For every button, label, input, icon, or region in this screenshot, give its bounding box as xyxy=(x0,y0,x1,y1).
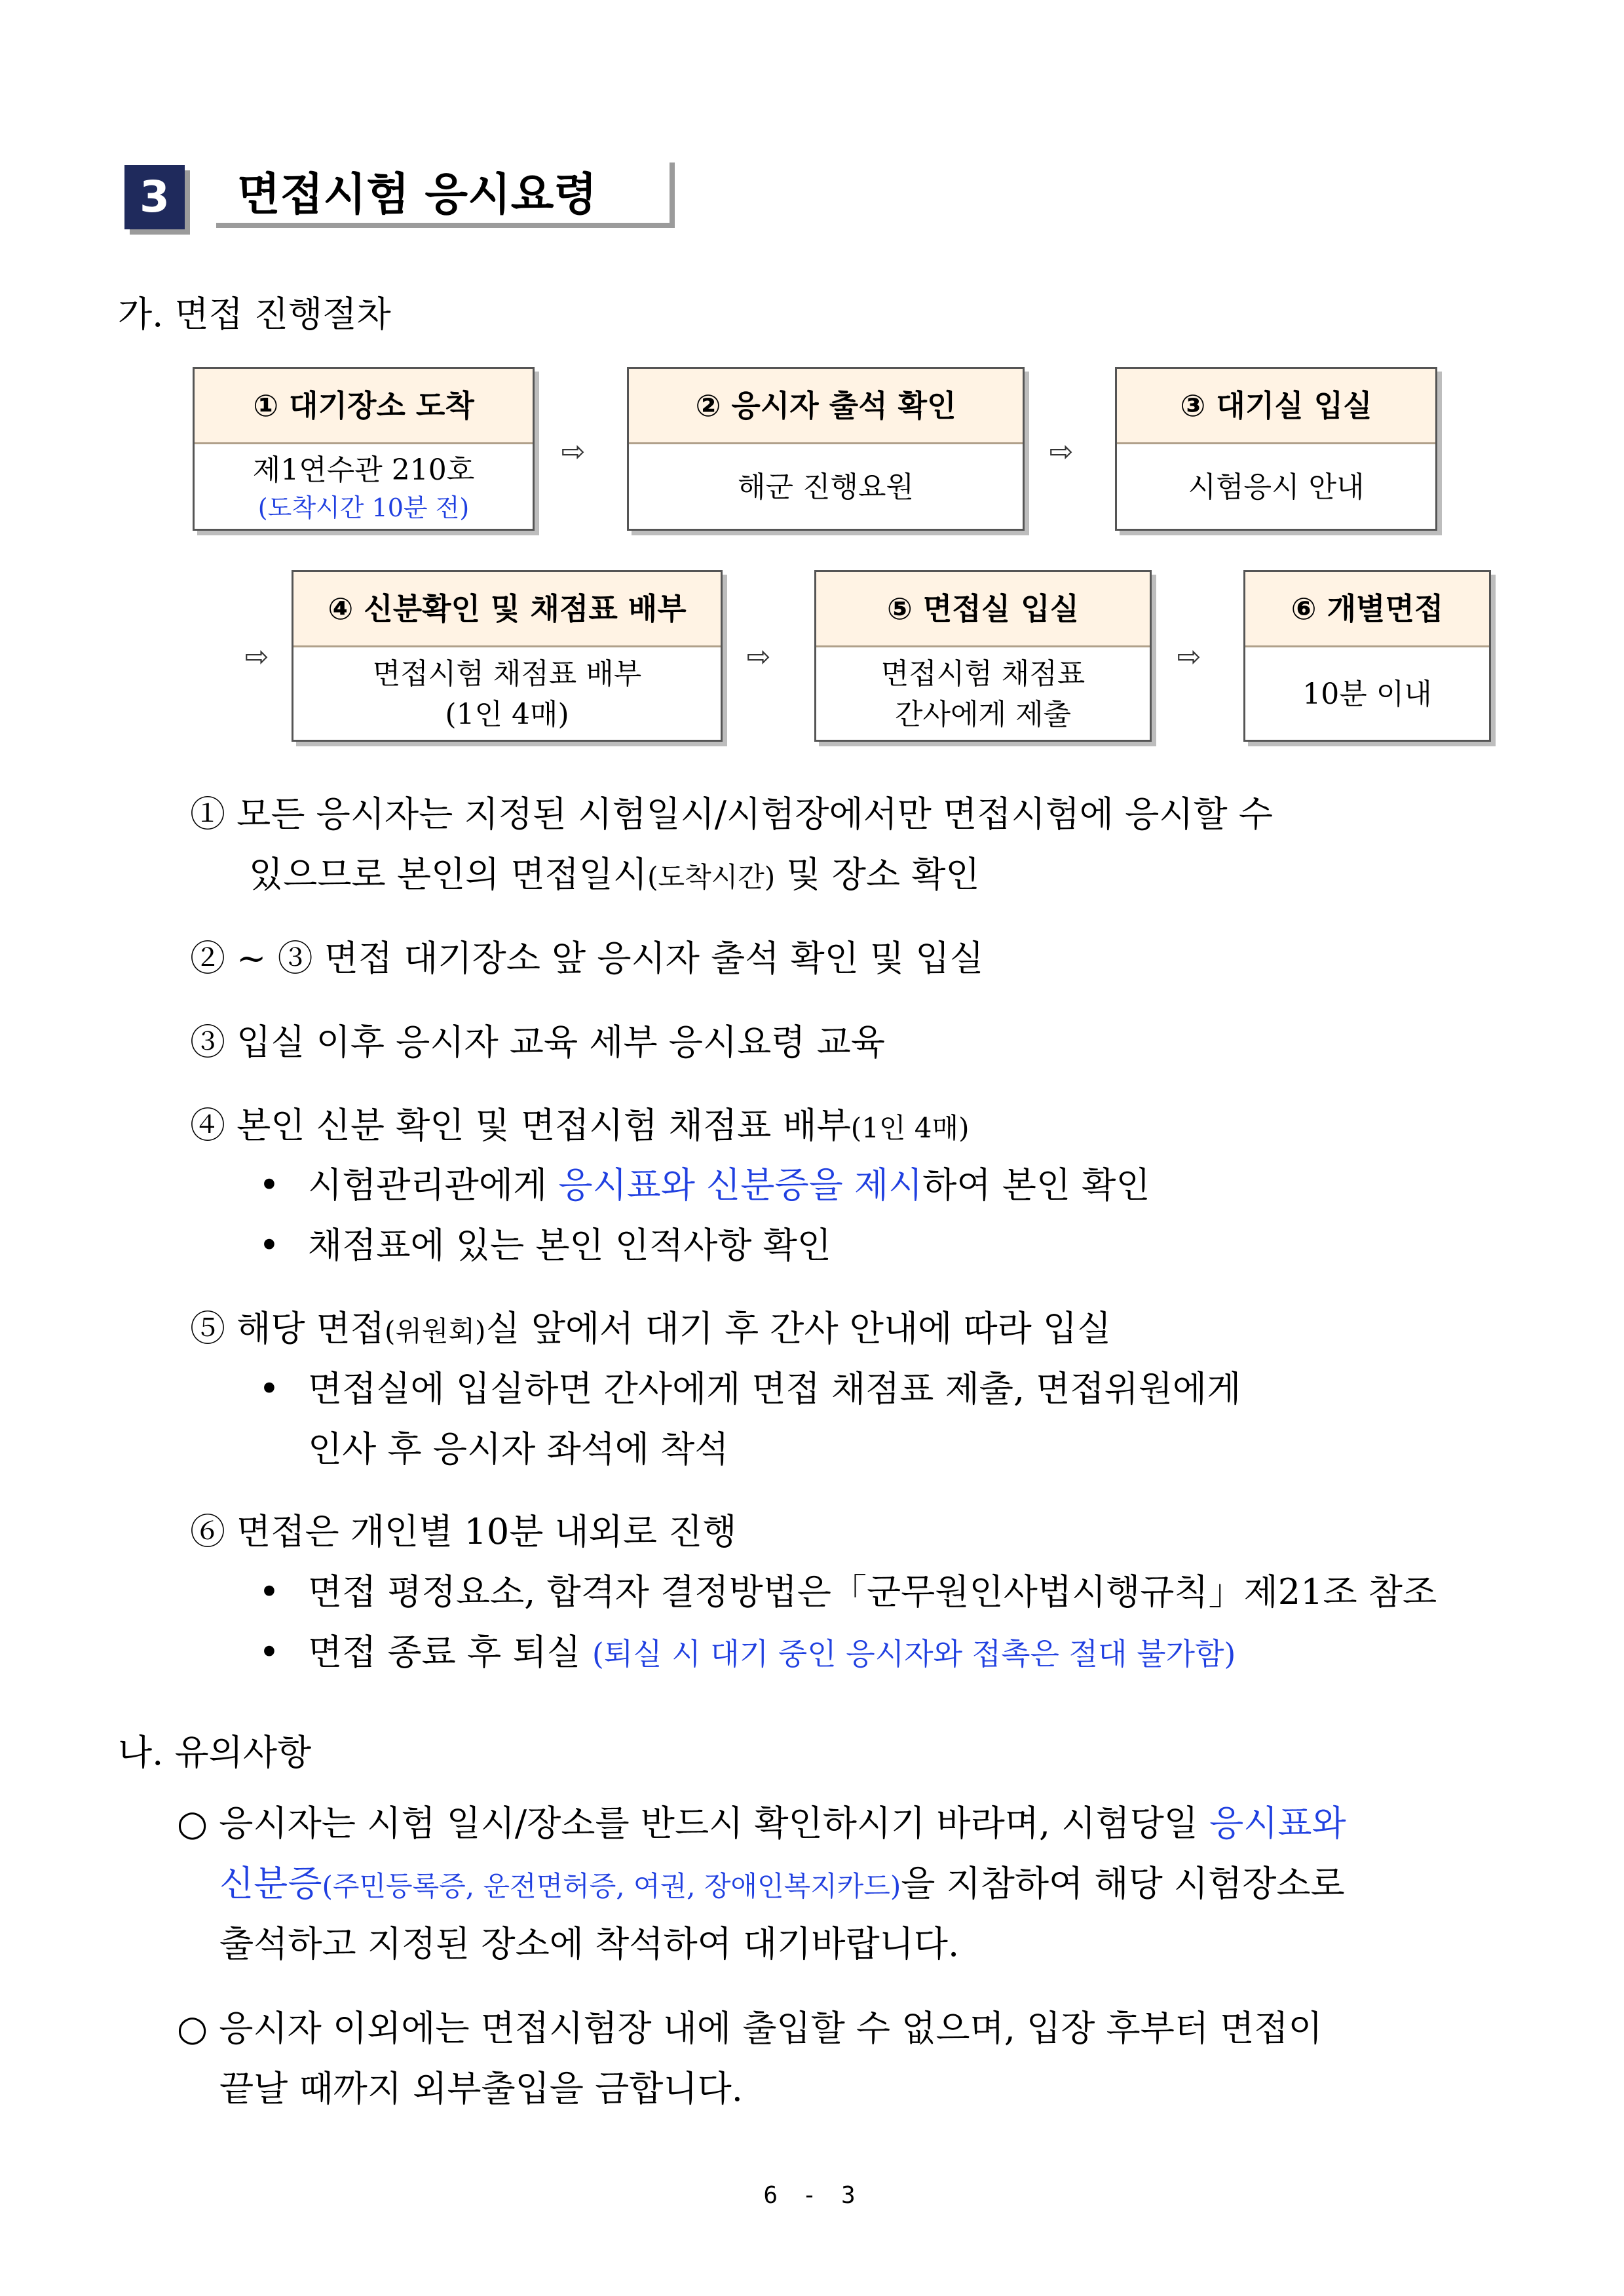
flow-arrow-icon: ⇨ xyxy=(244,640,269,674)
flow-step-4 xyxy=(292,570,723,742)
step-4 xyxy=(190,1101,970,1153)
flow-step-2 xyxy=(627,367,1025,531)
flow-step-4-line-2: (1인 4매) xyxy=(445,698,569,731)
step-1-small: (도착시간) xyxy=(647,861,776,893)
flow-step-6 xyxy=(1243,570,1491,742)
flow-step-1 xyxy=(193,367,535,531)
bullet-icon: • xyxy=(259,1225,280,1266)
flow-step-1-line: 제1연수관 210호 xyxy=(252,453,475,487)
page-number: 6 - 3 xyxy=(763,2182,861,2209)
step-5 xyxy=(190,1304,1111,1356)
flow-step-2-header: ② 응시자 출석 확인 xyxy=(629,369,1023,444)
step-5-bullet-1-cont: 인사 후 응시자 좌석에 착석 xyxy=(308,1428,729,1470)
flow-arrow-icon: ⇨ xyxy=(1049,435,1074,469)
bullet-text-end: 하여 본인 확인 xyxy=(922,1164,1150,1206)
step-4-text: ④ 본인 신분 확인 및 면접시험 채점표 배부 xyxy=(190,1105,851,1146)
step-5-bullet-1 xyxy=(259,1364,1241,1414)
bullet-icon: • xyxy=(259,1571,280,1613)
step-5-text: ⑤ 해당 면접 xyxy=(190,1308,385,1349)
section-title: 면접시험 응시요령 xyxy=(216,163,675,228)
note-1-line-3: 출석하고 지정된 장소에 착석하여 대기바랍니다. xyxy=(219,1923,960,1964)
bullet-text: 채점표에 있는 본인 인적사항 확인 xyxy=(308,1225,831,1266)
bullet-icon: • xyxy=(259,1368,280,1409)
step-1-line-2 xyxy=(249,850,980,902)
bullet-text: 시험관리관에게 xyxy=(308,1164,559,1206)
bullet-text: 면접실에 입실하면 간사에게 면접 채점표 제출, 면접위원에게 xyxy=(308,1368,1241,1409)
flow-arrow-icon: ⇨ xyxy=(561,435,586,469)
step-3: ③ 입실 이후 응시자 교육 세부 응시요령 교육 xyxy=(190,1022,885,1063)
flow-step-2-line: 해군 진행요원 xyxy=(737,470,914,504)
flow-step-6-header: ⑥ 개별면접 xyxy=(1245,572,1489,647)
step-4-bullet-1 xyxy=(259,1160,1150,1210)
flow-step-6-line: 10분 이내 xyxy=(1302,678,1432,711)
step-6: ⑥ 면접은 개인별 10분 내외로 진행 xyxy=(190,1511,737,1552)
step-1-text-end: 및 장소 확인 xyxy=(775,854,980,895)
note-1-line-2 xyxy=(219,1859,1345,1911)
step-1-text: 있으므로 본인의 면접일시 xyxy=(249,854,648,895)
step-5-small: (위원회) xyxy=(385,1315,486,1347)
flow-step-3 xyxy=(1115,367,1437,531)
step-6-bullet-2 xyxy=(259,1628,1236,1679)
flow-arrow-icon: ⇨ xyxy=(746,640,771,674)
flow-step-4-line-1: 면접시험 채점표 배부 xyxy=(372,657,642,691)
step-6-bullet-1 xyxy=(259,1567,1437,1617)
flow-step-4-header: ④ 신분확인 및 채점표 배부 xyxy=(293,572,721,647)
step-4-bullet-2 xyxy=(259,1221,831,1271)
note-highlight: 신분증 xyxy=(219,1863,322,1904)
flow-step-3-line: 시험응시 안내 xyxy=(1188,470,1365,504)
step-5-text-end: 실 앞에서 대기 후 간사 안내에 따라 입실 xyxy=(485,1308,1112,1349)
section-number: 3 xyxy=(124,165,185,229)
step-2-3: ② ~ ③ 면접 대기장소 앞 응시자 출석 확인 및 입실 xyxy=(190,938,984,979)
note-2-line-2: 끝날 때까지 외부출입을 금합니다. xyxy=(219,2068,743,2109)
flow-step-5 xyxy=(814,570,1152,742)
bullet-icon: • xyxy=(259,1632,280,1673)
note-text: 을 지참하여 해당 시험장소로 xyxy=(901,1863,1345,1904)
flow-step-5-line-1: 면접시험 채점표 xyxy=(880,657,1086,691)
bullet-text: 면접 종료 후 퇴실 xyxy=(308,1632,592,1673)
note-2-line-1: ○ 응시자 이외에는 면접시험장 내에 출입할 수 없으며, 입장 후부터 면접이 xyxy=(177,2008,1323,2049)
flow-step-1-note: (도착시간 10분 전) xyxy=(257,493,470,522)
bullet-highlight: 응시표와 신분증을 제시 xyxy=(558,1164,923,1206)
note-highlight: 응시표와 xyxy=(1209,1803,1346,1844)
bullet-icon: • xyxy=(259,1164,280,1206)
subsection-notes-heading: 나. 유의사항 xyxy=(118,1732,312,1773)
flow-step-3-header: ③ 대기실 입실 xyxy=(1117,369,1435,444)
bullet-text: 면접 평정요소, 합격자 결정방법은「군무원인사법시행규칙」제21조 참조 xyxy=(308,1571,1437,1613)
flow-step-5-header: ⑤ 면접실 입실 xyxy=(816,572,1150,647)
flow-step-5-line-2: 간사에게 제출 xyxy=(894,698,1071,731)
subsection-procedure-heading: 가. 면접 진행절차 xyxy=(118,294,391,335)
note-1-line-1 xyxy=(177,1799,1346,1848)
flow-arrow-icon: ⇨ xyxy=(1177,640,1201,674)
note-text: ○ 응시자는 시험 일시/장소를 반드시 확인하시기 바라며, 시험당일 xyxy=(177,1803,1210,1844)
step-4-small: (1인 4매) xyxy=(850,1112,970,1144)
step-1-line-1: ① 모든 응시자는 지정된 시험일시/시험장에서만 면접시험에 응시할 수 xyxy=(190,794,1273,835)
bullet-highlight: (퇴실 시 대기 중인 응시자와 접촉은 절대 불가함) xyxy=(592,1636,1236,1672)
flow-step-1-header: ① 대기장소 도착 xyxy=(195,369,533,444)
note-highlight-small: (주민등록증, 운전면허증, 여권, 장애인복지카드) xyxy=(322,1870,901,1902)
